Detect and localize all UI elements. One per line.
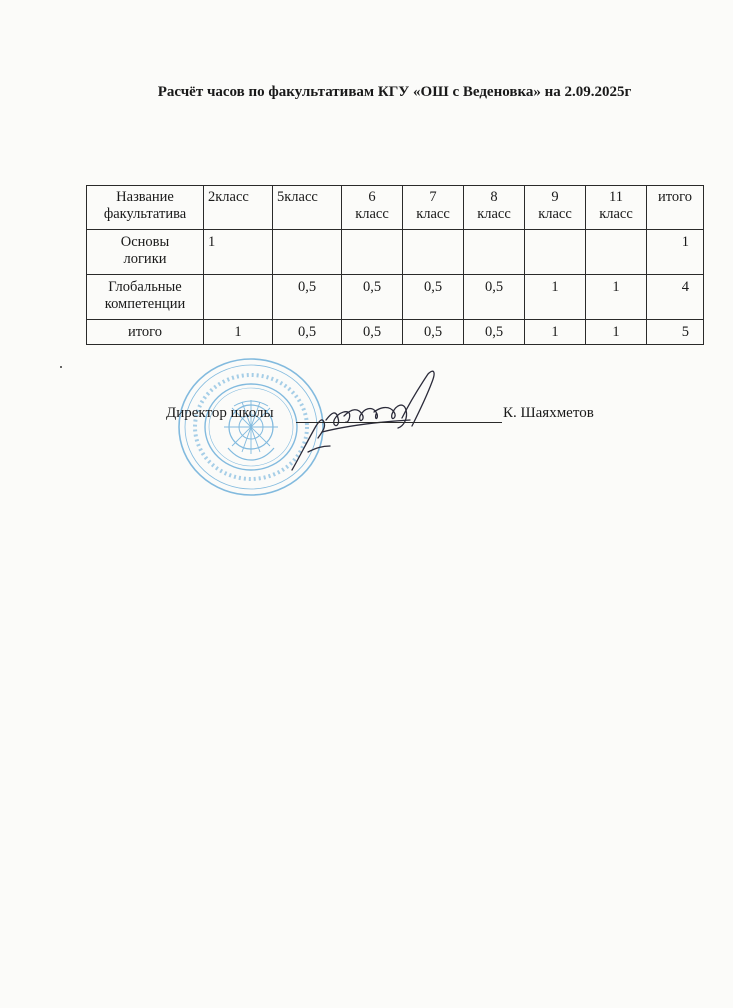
header-cell: Название факультатива xyxy=(87,186,204,230)
header-cell: 7 класс xyxy=(403,186,464,230)
header-cell: 8 класс xyxy=(464,186,525,230)
row-name-cell: Глобальные компетенции xyxy=(87,275,204,320)
table-cell xyxy=(525,230,586,275)
director-name: К. Шаяхметов xyxy=(503,405,594,421)
table-row xyxy=(87,275,704,320)
table-cell: 0,5 xyxy=(464,320,525,345)
speck xyxy=(60,366,62,368)
table-cell: 0,5 xyxy=(403,275,464,320)
table-cell: 0,5 xyxy=(403,320,464,345)
table-cell xyxy=(403,230,464,275)
table-cell: 0,5 xyxy=(273,275,342,320)
row-name-cell: Основы логики xyxy=(87,230,204,275)
table-cell: 0,5 xyxy=(273,320,342,345)
handwritten-signature-icon xyxy=(286,366,456,476)
table-cell: 1 xyxy=(525,320,586,345)
header-cell: 11 класс xyxy=(586,186,647,230)
header-cell: 2класс xyxy=(204,186,273,230)
header-cell: итого xyxy=(647,186,704,230)
director-label: Директор школы xyxy=(166,405,274,421)
table-cell xyxy=(204,275,273,320)
table-cell: 1 xyxy=(525,275,586,320)
table-cell xyxy=(342,230,403,275)
table-cell: 0,5 xyxy=(342,320,403,345)
table-row xyxy=(87,230,704,275)
page-title: Расчёт часов по факультативам КГУ «ОШ с Веденовка» на 2.09.2025г xyxy=(157,84,632,100)
table-row xyxy=(87,320,704,345)
header-cell: 5класс xyxy=(273,186,342,230)
table-cell: 1 xyxy=(586,275,647,320)
signature-line xyxy=(296,422,502,423)
table-cell: 1 xyxy=(647,230,704,275)
header-cell: 6 класс xyxy=(342,186,403,230)
table-cell xyxy=(273,230,342,275)
table-cell: 0,5 xyxy=(464,275,525,320)
table-cell: 0,5 xyxy=(342,275,403,320)
header-cell: 9 класс xyxy=(525,186,586,230)
table-cell: 1 xyxy=(586,320,647,345)
table-cell: 1 xyxy=(204,320,273,345)
table-cell xyxy=(586,230,647,275)
table-cell: 1 xyxy=(204,230,273,275)
row-name-cell: итого xyxy=(87,320,204,345)
table-cell: 4 xyxy=(647,275,704,320)
table-cell xyxy=(464,230,525,275)
table-cell: 5 xyxy=(647,320,704,345)
hours-table xyxy=(86,185,704,345)
table-header-row xyxy=(87,186,704,230)
